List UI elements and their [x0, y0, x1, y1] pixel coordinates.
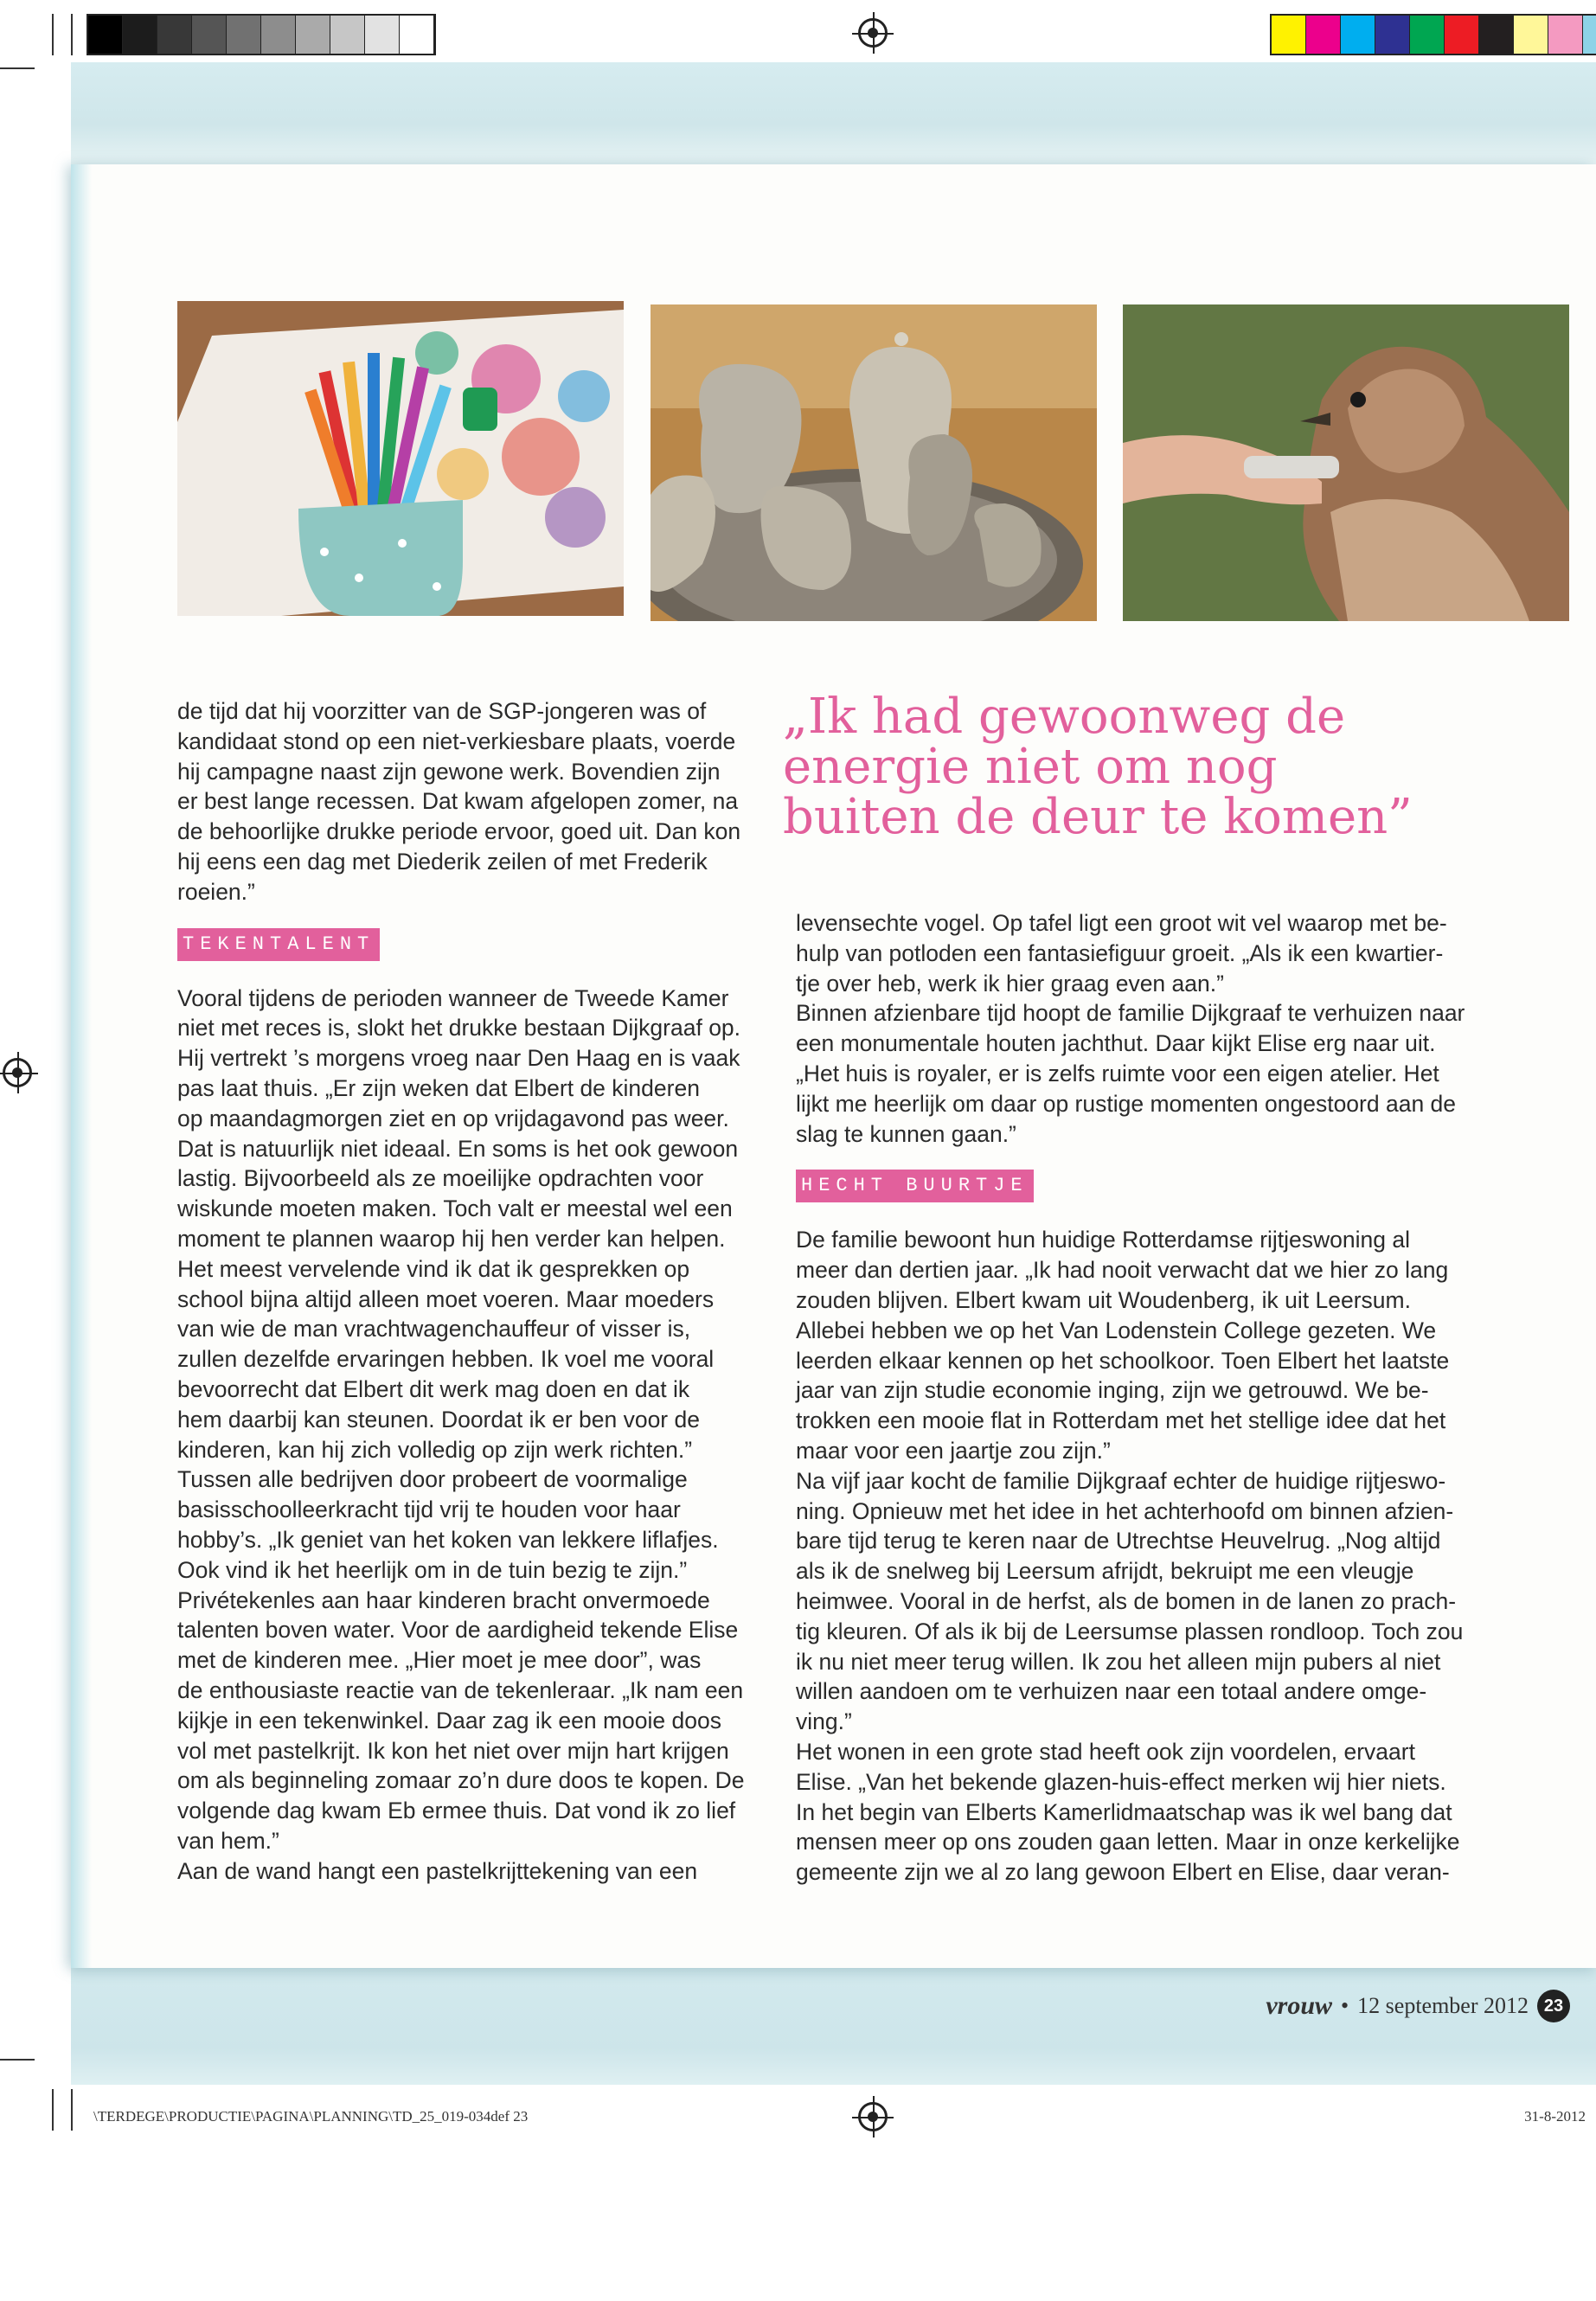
color-swatch: [227, 16, 261, 54]
print-slug-path: \TERDEGE\PRODUCTIE\PAGINA\PLANNING\TD_25_019-034def 23: [93, 2108, 529, 2125]
registration-mark: [858, 2102, 888, 2131]
color-swatch: [88, 16, 123, 54]
color-swatch: [261, 16, 296, 54]
color-swatch: [1306, 16, 1341, 54]
registration-mark: [3, 1058, 32, 1087]
bottom-texture-band: [71, 1964, 1596, 2085]
issue-date: 12 september 2012: [1357, 1993, 1529, 2018]
crop-mark: [52, 2089, 54, 2131]
color-swatch: [330, 16, 365, 54]
color-swatch: [1341, 16, 1375, 54]
grey-calibration-bar: [87, 14, 436, 55]
photo-bird-drawing: [1123, 304, 1569, 621]
color-swatch: [400, 16, 434, 54]
subheading-tekentalent: TEKENTALENT: [177, 928, 380, 961]
crop-mark: [52, 14, 54, 55]
color-swatch: [1272, 16, 1306, 54]
color-swatch: [1445, 16, 1479, 54]
color-swatch: [1514, 16, 1548, 54]
photo-colored-pencils: [177, 301, 624, 616]
pull-quote: „Ik had gewoonweg de energie niet om nog buiten de deur te komen”: [783, 689, 1413, 845]
paragraph: levensechte vogel. Op tafel ligt een groot wit vel waarop met be- hulp van potloden een fantasiefiguur groeit. „Als ik een kwartier- tje over heb, werk ik hier graag even aan.” Binnen afzienbare tijd hoopt de familie Dijkgraaf te verhuizen naar een monumentale houten jachthut. Daar kijkt Elise erg naar uit. „Het huis is royaler, er is zelfs ruimte voor een eigen atelier. Het lijkt me heerlijk om daar op rustige momenten ongestoord aan de slag te kunnen gaan.”: [796, 910, 1465, 1147]
subheading-hecht-buurtje: HECHT BUURTJE: [796, 1170, 1034, 1202]
color-swatch: [296, 16, 330, 54]
color-calibration-bar: [1270, 14, 1596, 55]
article-column-left: [177, 696, 766, 1886]
article-column-right: [796, 908, 1574, 1888]
page-edge-shadow: [71, 164, 92, 1968]
crop-mark: [0, 2059, 35, 2061]
crop-mark: [71, 2089, 73, 2131]
registration-mark: [858, 18, 888, 48]
paragraph: Vooral tijdens de perioden wanneer de Tweede Kamer niet met reces is, slokt het drukke bestaan Dijkgraaf op. Hij vertrekt ’s morgens vroeg naar Den Haag en is vaak pas laat thuis. „Er zijn weken dat Elbert de kinderen op maandagmorgen ziet en op vrijdagavond pas weer. Dat is natuurlijk niet ideaal. En soms is het ook gewoon lastig. Bijvoorbeeld als ze moeilijke opdrachten voor wiskunde moeten maken. Toch valt er meestal wel een moment te plannen waarop hij hen verder kan helpen. Het meest vervelende vind ik dat ik gesprekken op school bijna altijd alleen moet voeren. Maar moeders van wie de man vrachtwagenchauffeur of visser is, zullen dezelfde ervaringen hebben. Ik voel me vooral bevoorrecht dat Elbert dit werk mag doen en dat ik hem daarbij kan steunen. Doordat ik er ben voor de kinderen, kan hij zich volledig op zijn werk richten.” Tussen alle bedrijven door probeert de voormalige basisschoolleerkracht tijd vrij te houden voor haar hobby’s. „Ik geniet van het koken van lekkere liflafjes. Ook vind ik het heerlijk om in de tuin bezig te zijn.” Privétekenles aan haar kinderen bracht onvermoede talenten boven water. Voor de aardigheid tekende Elise met de kinderen mee. „Hier moet je mee door”, was de enthousiaste reactie van de tekenleraar. „Ik nam een kijkje in een tekenwinkel. Daar zag ik een mooie doos vol met pastelkrijt. Ik kon het niet over mijn hart krijgen om als beginneling zomaar zo’n dure doos te kopen. De volgende dag kwam Eb ermee thuis. Dat vond ik zo lief van hem.” Aan de wand hangt een pastelkrijttekening van een: [177, 984, 745, 1884]
page-number-badge: 23: [1537, 1990, 1570, 2022]
color-swatch: [365, 16, 400, 54]
color-swatch: [1479, 16, 1514, 54]
color-swatch: [1410, 16, 1445, 54]
print-slug-date: 31-8-2012: [1524, 2108, 1586, 2125]
color-swatch: [1375, 16, 1410, 54]
color-swatch: [123, 16, 157, 54]
folio-separator: •: [1341, 1993, 1349, 2018]
color-swatch: [1548, 16, 1583, 54]
page-folio: [1266, 1990, 1570, 2022]
crop-mark: [0, 67, 35, 69]
paragraph: De familie bewoont hun huidige Rotterdamse rijtjeswoning al meer dan dertien jaar. „Ik had nooit verwacht dat we hier zo lang zouden blijven. Elbert kwam uit Woudenberg, ik uit Leersum. Allebei hebben we op het Van Lodenstein College gezeten. We leerden elkaar kennen op het schoolkoor. Toen Elbert het laatste jaar van zijn studie economie inging, zijn we getrouwd. We be- trokken een mooie flat in Rotterdam met het stellige idee dat het maar voor een jaartje zou zijn.” Na vijf jaar kocht de familie Dijkgraaf echter de huidige rijtjeswo- ning. Opnieuw met het idee in het achterhoofd om binnen afzien- bare tijd terug te keren naar de Utrechtse Heuvelrug. „Nog altijd als ik de snelweg bij Leersum afrijdt, bekruipt me een vleugje heimwee. Vooral in de herfst, als de bomen in de lanen zo prach- tig kleuren. Of als ik bij de Leersumse plassen rondloop. Toch zou ik nu niet meer terug willen. Ik zou het alleen mijn pubers al niet willen aandoen om te verhuizen naar een totaal andere omge- ving.” Het wonen in een grote stad heeft ook zijn voordelen, ervaart Elise. „Van het bekende glazen-huis-effect merken wij hier niets. In het begin van Elberts Kamerlidmaatschap was ik wel bang dat mensen meer op ons zouden gaan letten. Maar in onze kerkelijke gemeente zijn we al zo lang gewoon Elbert en Elise, daar veran-: [796, 1227, 1464, 1886]
color-swatch: [1583, 16, 1596, 54]
color-swatch: [157, 16, 192, 54]
color-swatch: [192, 16, 227, 54]
magazine-name: vrouw: [1266, 1991, 1333, 2020]
top-texture-band: [71, 62, 1596, 166]
paragraph: de tijd dat hij voorzitter van de SGP-jongeren was of kandidaat stond op een niet-verkiesbare plaats, voerde hij campagne naast zijn gewone werk. Bovendien zijn er best lange recessen. Dat kwam afgelopen zomer, na de behoorlijke drukke periode ervoor, goed uit. Dan kon hij eens een dag met Diederik zeilen of met Frederik roeien.”: [177, 698, 741, 905]
photo-silver-teapots: [651, 304, 1097, 621]
crop-mark: [71, 14, 73, 55]
